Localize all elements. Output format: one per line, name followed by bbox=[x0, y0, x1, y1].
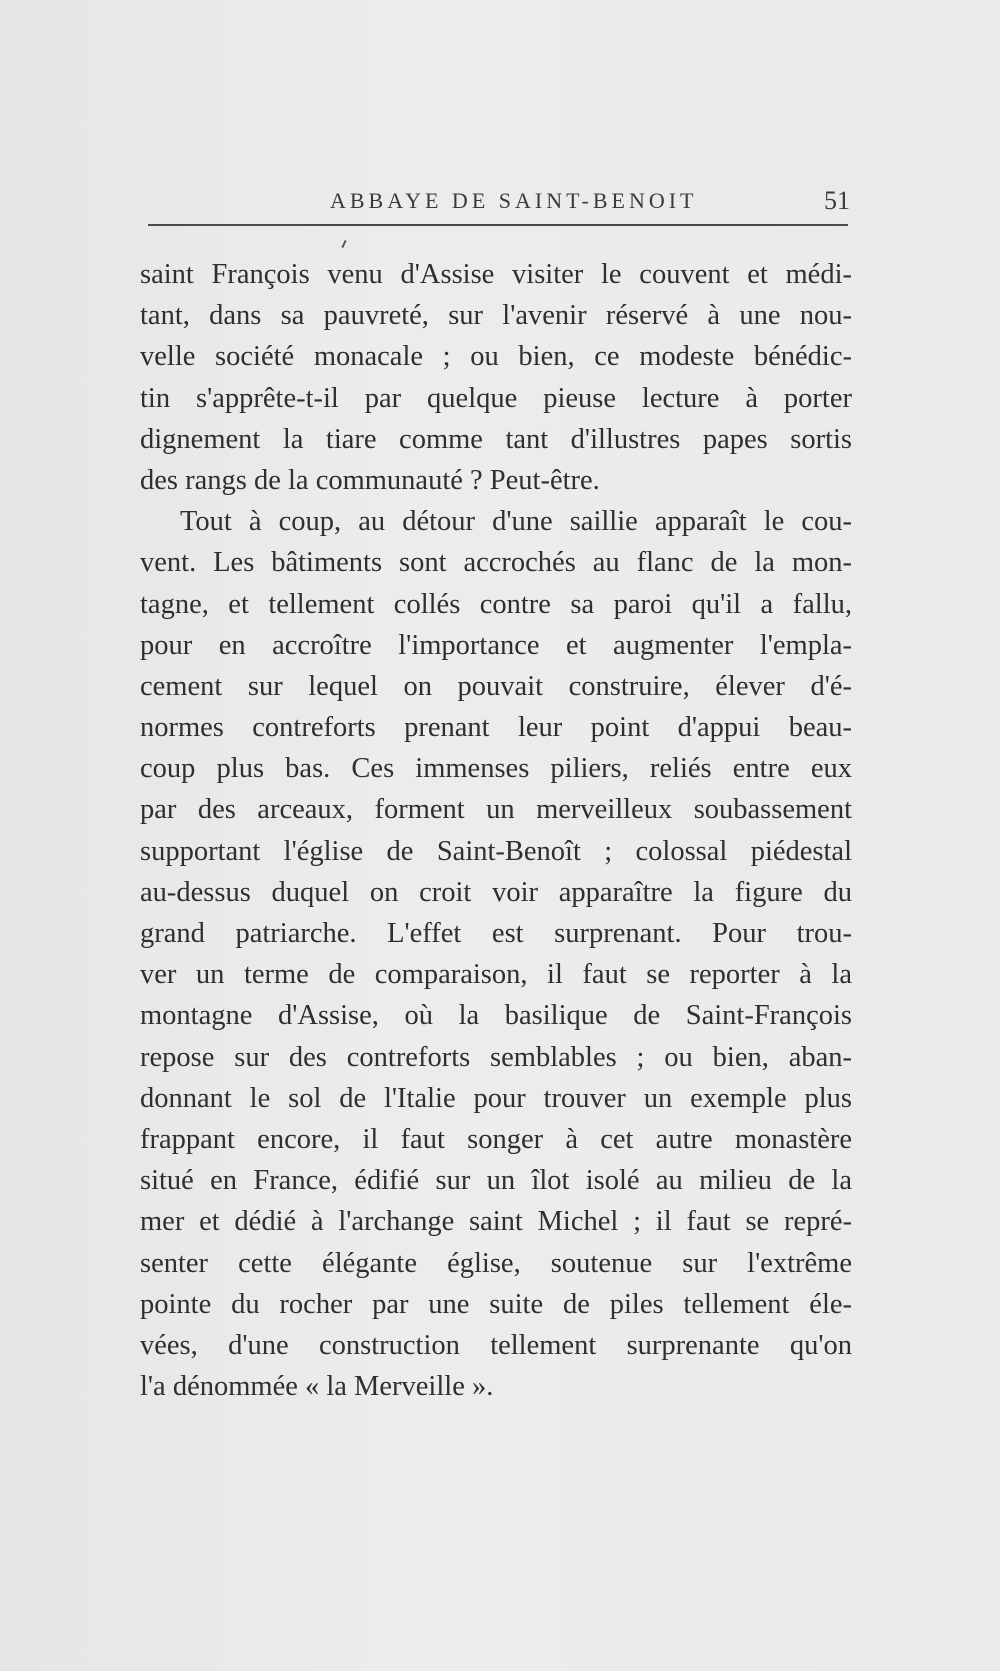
text-line: ver un terme de comparaison, il faut se reporter à la bbox=[140, 959, 852, 991]
text-line: tant, dans sa pauvreté, sur l'avenir réservé à une nou- bbox=[140, 300, 852, 332]
text-line: pour en accroître l'importance et augmenter l'empla- bbox=[140, 629, 852, 661]
text-line: frappant encore, il faut songer à cet autre monastère bbox=[140, 1123, 852, 1155]
text-line: tin s'apprête-t-il par quelque pieuse lecture à porter bbox=[140, 382, 852, 414]
running-title: ABBAYE DE SAINT-BENOIT bbox=[330, 188, 698, 213]
text-line: grand patriarche. L'effet est surprenant. Pour trou- bbox=[140, 918, 852, 949]
text-line: donnant le sol de l'Italie pour trouver un exemple plus bbox=[140, 1082, 852, 1114]
text-line: saint François venu d'Assise visiter le couvent et médi- bbox=[140, 259, 852, 290]
running-head bbox=[140, 180, 850, 220]
text-line: senter cette élégante église, soutenue sur l'extrême bbox=[140, 1247, 852, 1279]
header-rule bbox=[148, 224, 848, 226]
text-line: par des arceaux, forment un merveilleux soubassement bbox=[140, 794, 852, 826]
page-number: 51 bbox=[824, 186, 850, 215]
paragraph-1 bbox=[140, 254, 852, 501]
text-line: situé en France, édifié sur un îlot isolé au milieu de la bbox=[140, 1165, 852, 1197]
paragraph-2 bbox=[140, 501, 852, 1407]
text-line: vent. Les bâtiments sont accrochés au flanc de la mon- bbox=[140, 547, 852, 579]
body-text bbox=[140, 254, 852, 1407]
text-line: montagne d'Assise, où la basilique de Saint-François bbox=[140, 1000, 852, 1032]
text-line: au-dessus duquel on croit voir apparaître la figure du bbox=[140, 876, 852, 908]
text-line: tagne, et tellement collés contre sa paroi qu'il a fallu, bbox=[140, 588, 852, 620]
text-line: repose sur des contreforts semblables ; ou bien, aban- bbox=[140, 1041, 852, 1073]
text-line: Tout à coup, au détour d'une saillie apparaît le cou- bbox=[180, 506, 852, 538]
text-line: supportant l'église de Saint-Benoît ; colossal piédestal bbox=[140, 835, 852, 867]
text-line: l'a dénommée « la Merveille ». bbox=[140, 1371, 494, 1403]
text-line: cement sur lequel on pouvait construire, élever d'é- bbox=[140, 670, 852, 702]
text-line: des rangs de la communauté ? Peut-être. bbox=[140, 464, 600, 496]
ink-mark bbox=[341, 240, 346, 248]
text-line: pointe du rocher par une suite de piles tellement éle- bbox=[140, 1288, 852, 1320]
text-line: velle société monacale ; ou bien, ce modeste bénédic- bbox=[140, 341, 852, 373]
text-line: mer et dédié à l'archange saint Michel ; il faut se repré- bbox=[140, 1206, 852, 1238]
text-line: normes contreforts prenant leur point d'appui beau- bbox=[140, 712, 852, 744]
text-line: vées, d'une construction tellement surprenante qu'on bbox=[140, 1329, 852, 1361]
text-line: coup plus bas. Ces immenses piliers, reliés entre eux bbox=[140, 753, 852, 785]
text-line: dignement la tiare comme tant d'illustres papes sortis bbox=[140, 423, 852, 455]
